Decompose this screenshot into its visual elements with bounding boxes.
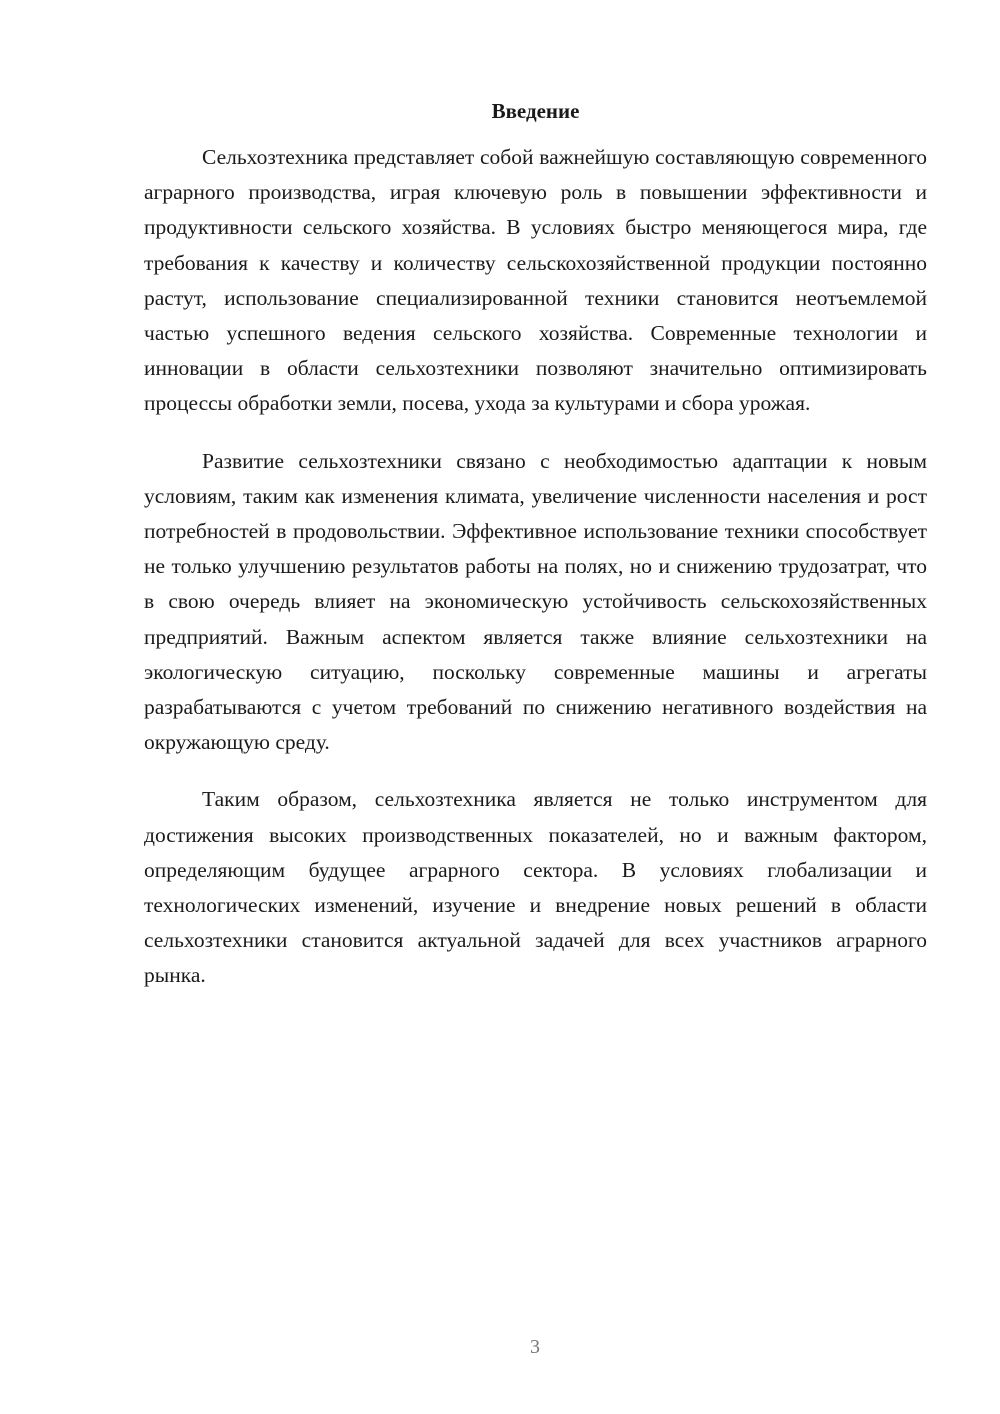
page-body [144,96,927,994]
page-number: 3 [530,1336,540,1358]
paragraph-2: Развитие сельхозтехники связано с необходимостью адаптации к новым условиям, таким как изменения климата, увеличение численности населения и рост потребностей в продовольствии. Эффективное использование техники способствует не только улучшению результатов работы на полях, но и снижению трудозатрат, что в свою очередь влияет на экономическую устойчивость сельскохозяйственных предприятий. Важным аспектом является также влияние сельхозтехники на экологическую ситуацию, поскольку современные машины и агрегаты разрабатываются с учетом требований по снижению негативного воздействия на окружающую среду. [144,448,927,755]
paragraph-1: Сельхозтехника представляет собой важнейшую составляющую современного аграрного производства, играя ключевую роль в повышении эффективности и продуктивности сельского хозяйства. В условиях быстро меняющегося мира, где требования к качеству и количеству сельскохозяйственной продукции постоянно растут, использование специализированной техники становится неотъемлемой частью успешного ведения сельского хозяйства. Современные технологии и инновации в области сельхозтехники позволяют значительно оптимизировать процессы обработки земли, посева, ухода за культурами и сбора урожая. [144,145,927,416]
paragraph-3: Таким образом, сельхозтехника является не только инструментом для достижения высоких производственных показателей, но и важным фактором, определяющим будущее аграрного сектора. В условиях глобализации и технологических изменений, изучение и внедрение новых решений в области сельхозтехники становится актуальной задачей для всех участников аграрного рынка. [144,787,927,988]
section-heading: Введение [491,99,580,123]
